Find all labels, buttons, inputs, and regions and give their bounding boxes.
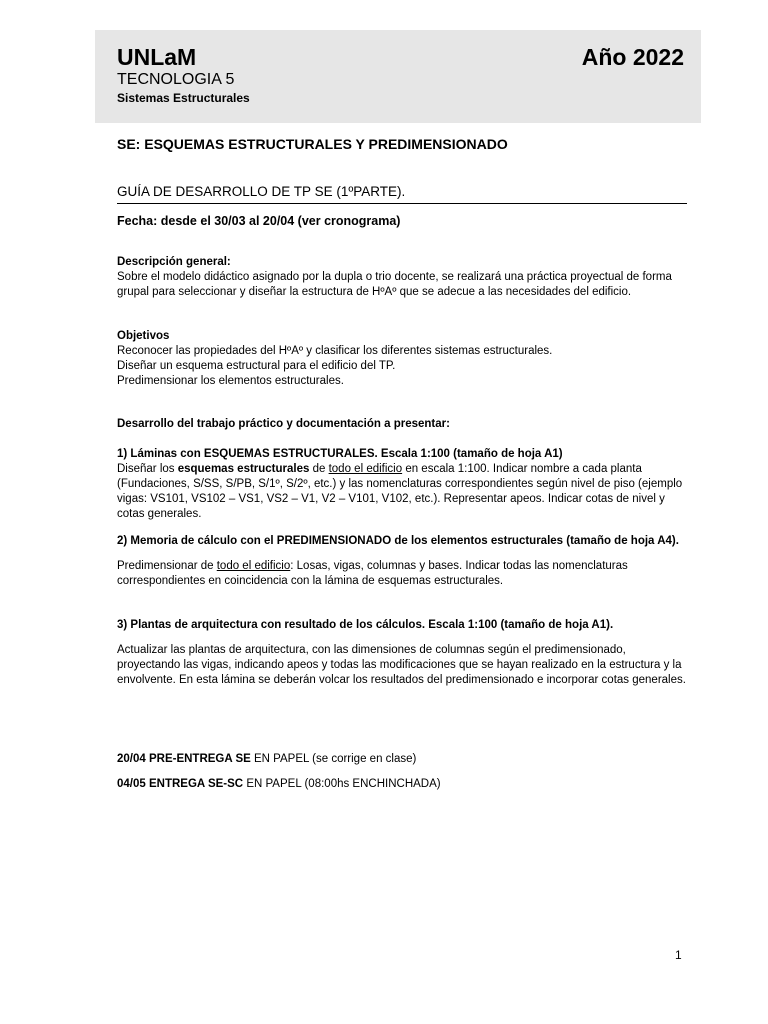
objective-item: Predimensionar los elementos estructurales. (117, 375, 344, 387)
document-title: SE: ESQUEMAS ESTRUCTURALES Y PREDIMENSIONADO (117, 136, 508, 152)
section-2 (117, 534, 687, 589)
page-number: 1 (675, 948, 682, 962)
document-header (95, 30, 701, 123)
objective-item: Diseñar un esquema estructural para el edificio del TP. (117, 360, 396, 372)
academic-year: Año 2022 (581, 44, 684, 70)
section-1 (117, 447, 687, 522)
development-heading: Desarrollo del trabajo práctico y documentación a presentar: (117, 418, 450, 430)
date-range: Fecha: desde el 30/03 al 20/04 (ver cronograma) (117, 214, 401, 228)
section-1-text: Diseñar los esquemas estructurales de todo el edificio en escala 1:100. Indicar nombre a cada planta (Fundaciones, S/SS, S/PB, S/1º, S/2º, etc.) y las nomenclaturas correspondientes según nivel de piso (ejemplo vigas: VS101, VS102 – VS1, VS2 – V1, V2 – V101, V102, etc.). Representar apeos. Indicar cotas de nivel y cotas generales. (117, 463, 683, 520)
section-1-heading: 1) Láminas con ESQUEMAS ESTRUCTURALES. Escala 1:100 (tamaño de hoja A1) (117, 448, 563, 460)
section-2-text: Predimensionar de todo el edificio: Losas, vigas, columnas y bases. Indicar todas las nomenclaturas correspondientes en coincidencia con la lámina de esquemas estructurales. (117, 560, 628, 587)
section-2-heading: 2) Memoria de cálculo con el PREDIMENSIONADO de los elementos estructurales (tamaño de hoja A4). (117, 535, 679, 547)
objectives-heading: Objetivos (117, 330, 170, 342)
section-3-heading: 3) Plantas de arquitectura con resultado de los cálculos. Escala 1:100 (tamaño de hoja A1). (117, 619, 614, 631)
guide-title: GUÍA DE DESARROLLO DE TP SE (1ºPARTE). (117, 184, 406, 199)
section-3 (117, 618, 687, 688)
emphasis-text: esquemas estructurales (177, 463, 310, 475)
deadline-item: 04/05 ENTREGA SE-SC EN PAPEL (08:00hs ENCHINCHADA) (117, 778, 441, 790)
course-name: TECNOLOGIA 5 (117, 71, 235, 88)
objective-item: Reconocer las propiedades del HºAº y clasificar los diferentes sistemas estructurales. (117, 345, 553, 357)
underlined-text: todo el edificio (216, 560, 291, 572)
objectives-section (117, 329, 687, 389)
institution-name: UNLaM (117, 44, 197, 70)
subject-name: Sistemas Estructurales (117, 91, 250, 105)
deadline-item: 20/04 PRE-ENTREGA SE EN PAPEL (se corrige en clase) (117, 753, 417, 765)
description-text: Sobre el modelo didáctico asignado por la dupla o trio docente, se realizará una práctica proyectual de forma grupal para seleccionar y diseñar la estructura de HºAº que se adecue a las necesidades del edificio. (117, 271, 672, 298)
description-section (117, 255, 687, 300)
section-3-text: Actualizar las plantas de arquitectura, con las dimensiones de columnas según el predimensionado, proyectando las vigas, indicando apeos y todas las modificaciones que se hayan realizado en la estructura y la envolvente. En esta lámina se deberán volcar los resultados del predimensionado e incorporar cotas generales. (117, 644, 686, 686)
title-divider (117, 203, 687, 204)
underlined-text: todo el edificio (328, 463, 403, 475)
description-heading: Descripción general: (117, 256, 231, 268)
